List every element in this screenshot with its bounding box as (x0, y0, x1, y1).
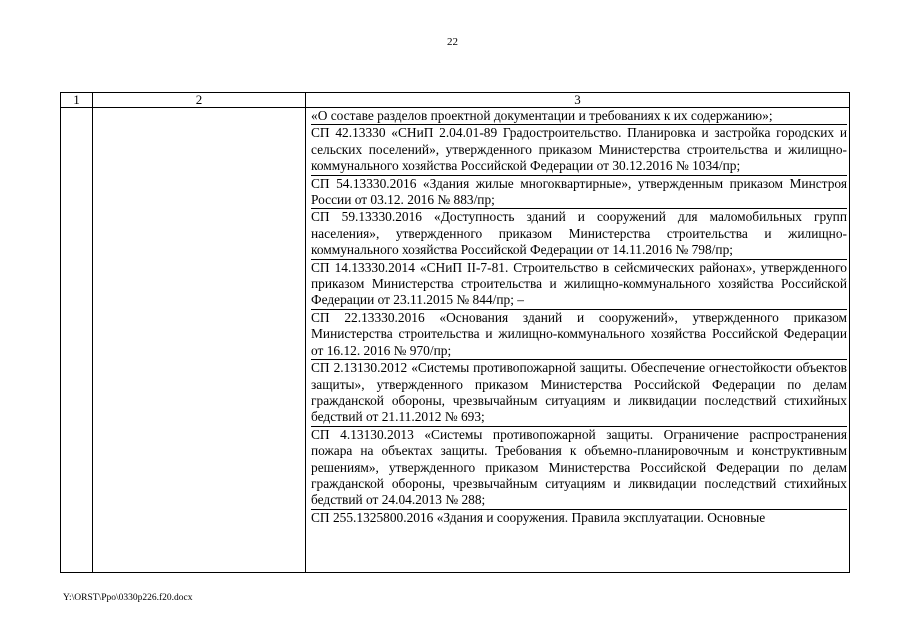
column-header-2: 2 (93, 93, 306, 108)
regulations-list (311, 108, 847, 572)
regulation-item: «О составе разделов проектной документации и требованиях к их содержанию»; (311, 108, 773, 123)
table-header-row (61, 93, 850, 108)
regulation-item: СП 22.13330.2016 «Основания зданий и сооружений», утвержденного приказом Министерства строительства и жилищно-коммунального хозяйства Российской Федерации от 16.12. 2016 № 970/пр; (311, 309, 847, 358)
cell-column-3 (306, 108, 850, 573)
regulation-item: СП 42.13330 «СНиП 2.04.01-89 Градостроительство. Планировка и застройка городских и сельских поселений», утвержденного приказом Министерства строительства и жилищно-коммунального хозяйства Российской Федерации от 30.12.2016 № 1034/пр; (311, 125, 847, 174)
regulation-item: СП 2.13130.2012 «Системы противопожарной защиты. Обеспечение огнестойкости объектов защиты», утвержденного приказом Министерства Российской Федерации по делам гражданской обороны, чрезвычайным ситуациям и ликвидации последствий стихийных бедствий от 21.11.2012 № 693; (311, 360, 847, 425)
regulation-item: СП 54.13330.2016 «Здания жилые многоквартирные», утвержденным приказом Минстроя России от 03.12. 2016 № 883/пр; (311, 175, 847, 208)
cell-column-1 (61, 108, 93, 573)
regulation-item: СП 14.13330.2014 «СНиП II-7-81. Строительство в сейсмических районах», утвержденного приказом Министерства строительства и жилищно-коммунального хозяйства Российской Федерации от 23.11.2015 № 844/пр; – (311, 259, 847, 308)
regulation-item: СП 255.1325800.2016 «Здания и сооружения. Правила эксплуатации. Основные (311, 509, 847, 526)
page-number: 22 (447, 36, 458, 48)
column-header-3: 3 (306, 93, 850, 108)
table-row (61, 108, 850, 573)
regulation-item: СП 4.13130.2013 «Системы противопожарной защиты. Ограничение распространения пожара на объектах защиты. Требования к объемно-планировочным и конструктивным решениям», утвержденного приказом Министерства Российской Федерации по делам гражданской обороны, чрезвычайным ситуациям и ликвидации последствий стихийных бедствий от 24.04.2013 № 288; (311, 426, 847, 508)
document-table (60, 92, 850, 573)
file-path-footer: Y:\ORST\Ppo\0330p226.f20.docx (63, 593, 193, 603)
regulation-item: СП 59.13330.2016 «Доступность зданий и сооружений для маломобильных групп населения», утвержденного приказом Министерства строительства и жилищно-коммунального хозяйства Российской Федерации от 14.11.2016 № 798/пр; (311, 209, 847, 258)
column-header-1: 1 (61, 93, 93, 108)
cell-column-2 (93, 108, 306, 573)
